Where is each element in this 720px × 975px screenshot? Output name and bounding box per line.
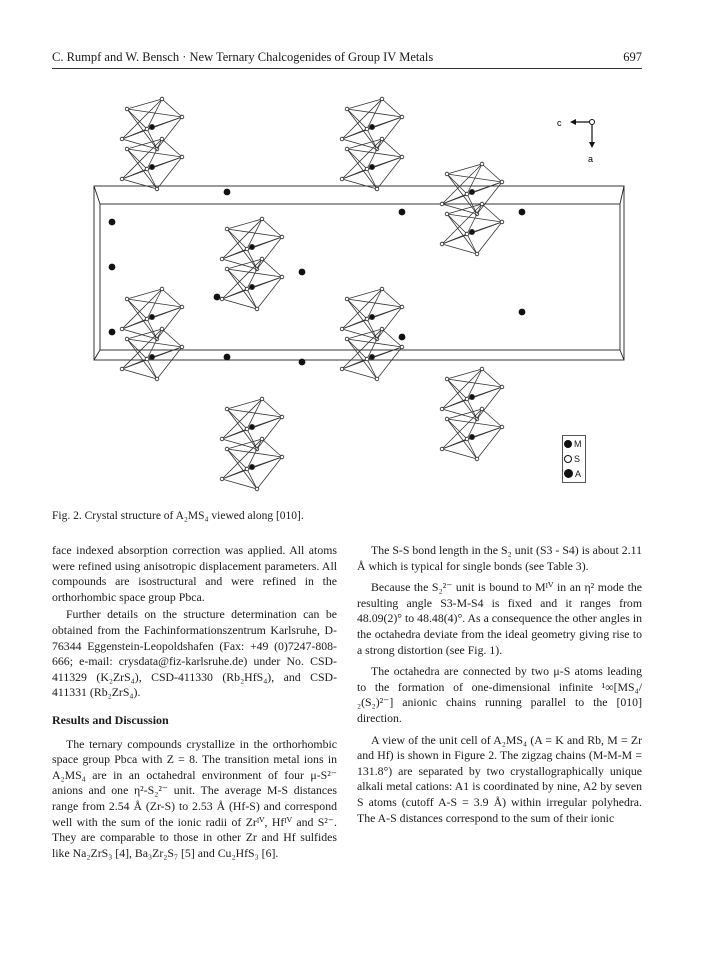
legend-row-m — [563, 436, 585, 451]
alkali-cation — [109, 264, 116, 271]
paragraph: The octahedra are connected by two μ-S atoms leading to the formation of one-dimensional infinite ¹∞[MS₄/₂(S₂)²⁻] anionic chains running parallel to the [010] direction. — [357, 664, 642, 725]
octahedral-chain — [340, 287, 404, 381]
sulfur-atom-icon — [564, 455, 572, 463]
paragraph: face indexed absorption correction was applied. All atoms were refined using anisotropic displacement parameters. All compounds are isostructural and were refined in the orthorhombic space group Pbca. — [52, 543, 337, 604]
octahedral-chain — [220, 397, 284, 491]
legend-label-m: M — [574, 438, 582, 449]
octahedral-chain — [440, 162, 504, 256]
paragraph: The S-S bond length in the S₂ unit (S3 - S4) is about 2.11 Å which is typical for single bonds (see Table 3). — [357, 543, 642, 573]
alkali-cation — [109, 219, 116, 226]
crystal-structure-figure — [52, 82, 642, 502]
alkali-cations — [109, 189, 526, 366]
octahedral-chain — [220, 217, 284, 311]
paragraph: The ternary compounds crystallize in the orthorhombic space group Pbca with Z = 8. The transition metal ions in A₂MS₄ are in an octahedral environment of four μ-S²⁻ anions and one η²-S₂²⁻ unit. The average M-S distances range from 2.54 Å (Zr-S) to 2.53 Å (Hf-S) and correspond well with the sum of the ionic radii of Zrᴵⱽ, Hfᴵⱽ and S²⁻. They are comparable to those in other Zr and Hf sulfides like Na₂ZrS₃ [4], Ba₃Zr₂S₇ [5] and Cu₂HfS₃ [6]. — [52, 736, 337, 860]
paragraph: Because the S₂²⁻ unit is bound to Mᴵⱽ in an η² mode the resulting angle S3-M-S4 is fixed and it ranges from 48.09(2)° to 48.48(4)°. As a consequence the other angles in the octahedra deviate from the ideal geometry giving rise to a strong distortion (see Fig. 1). — [357, 580, 642, 657]
page-header — [52, 50, 642, 69]
running-head: C. Rumpf and W. Bensch · New Ternary Chalcogenides of Group IV Metals — [52, 50, 434, 64]
alkali-cation — [224, 354, 231, 361]
page-number: 697 — [623, 50, 642, 64]
legend-row-s — [563, 451, 585, 466]
octahedral-chain — [440, 367, 504, 461]
alkali-cation — [519, 309, 526, 316]
alkali-cation — [519, 209, 526, 216]
octahedral-chain — [340, 97, 404, 191]
metal-atom-icon — [564, 440, 572, 448]
octahedral-chains — [120, 97, 504, 491]
octahedral-chain — [120, 287, 184, 381]
right-column — [357, 543, 642, 826]
alkali-cation — [214, 294, 221, 301]
figure-caption: Fig. 2. Crystal structure of A₂MS₄ viewed along [010]. — [52, 510, 304, 522]
atom-legend — [562, 435, 586, 483]
legend-row-a — [563, 466, 585, 481]
axis-a-label: a — [588, 154, 594, 164]
paragraph: Further details on the structure determination can be obtained from the Fachinformationszentrum Karlsruhe, D-76344 Eggenstein-Leopoldshafen (Fax: +49 (0)7247-808-666; e-mail: crysdata@fiz-karlsruhe.de) under No. CSD-411329 (K₂ZrS₄), CSD-411330 (Rb₂HfS₄), and CSD-411331 (Rb₂ZrS₄). — [52, 607, 337, 700]
alkali-atom-icon — [564, 469, 573, 478]
crystal-structure-drawing — [52, 82, 642, 502]
legend-label-a: A — [575, 468, 582, 479]
paragraph: A view of the unit cell of A₂MS₄ (A = K and Rb, M = Zr and Hf) is shown in Figure 2. The zigzag chains (M-M-M = 131.8°) are separated by two crystallographically unique alkali metal cations: A1 is coordinated by nine, A2 by seven S atoms (cutoff A-S = 3.9 Å) within irregular polyhedra. The A-S distances correspond to the sum of their ionic — [357, 732, 642, 825]
alkali-cation — [109, 329, 116, 336]
left-column — [52, 543, 337, 861]
alkali-cation — [224, 189, 231, 196]
octahedral-chain — [120, 97, 184, 191]
alkali-cation — [299, 269, 306, 276]
section-heading: Results and Discussion — [52, 712, 169, 727]
alkali-cation — [399, 334, 406, 341]
legend-label-s: S — [574, 453, 581, 464]
alkali-cation — [399, 209, 406, 216]
alkali-cation — [299, 359, 306, 366]
axis-c-label: c — [557, 118, 562, 128]
axis-indicator — [557, 118, 595, 164]
